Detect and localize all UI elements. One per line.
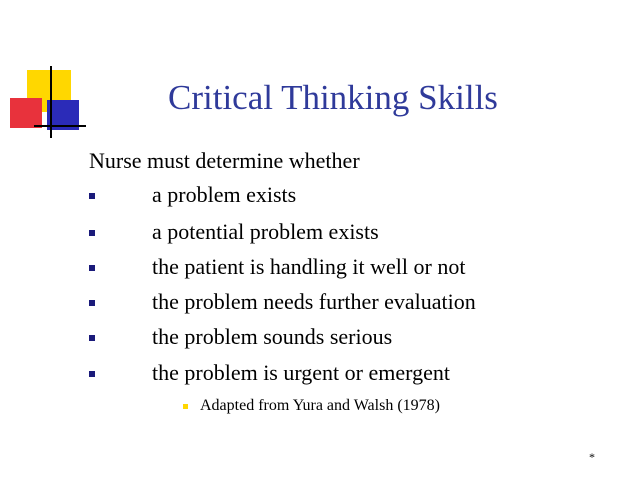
citation-text: Adapted from Yura and Walsh (1978) [200,397,440,414]
square-bullet-icon [89,193,95,199]
bullet-text: the problem is urgent or emergent [152,360,450,385]
square-bullet-icon [89,371,95,377]
square-bullet-icon [89,230,95,236]
square-bullet-icon [89,300,95,306]
bullet-item [89,358,609,388]
square-sub-bullet-icon [183,404,188,409]
bullet-text: the problem needs further evaluation [152,289,476,314]
bullet-item [89,180,609,210]
square-bullet-icon [89,265,95,271]
bullet-text: the problem sounds serious [152,324,393,349]
square-bullet-icon [89,335,95,341]
ornament-horizontal-line [34,125,86,127]
ornament-red-square [10,98,42,128]
corner-ornament [0,0,90,140]
bullet-text: a problem exists [152,182,297,207]
bullet-text: a potential problem exists [152,219,379,244]
bullet-text: the patient is handling it well or not [152,254,466,279]
bullet-item [89,287,609,317]
bullet-item [89,217,609,247]
slide-title: Critical Thinking Skills [168,78,498,117]
bullet-item [89,322,609,352]
ornament-vertical-line [50,66,52,138]
footer-asterisk: * [589,450,595,464]
sub-bullet-item [183,394,503,418]
bullet-item [89,252,609,282]
intro-text: Nurse must determine whether [89,148,360,173]
